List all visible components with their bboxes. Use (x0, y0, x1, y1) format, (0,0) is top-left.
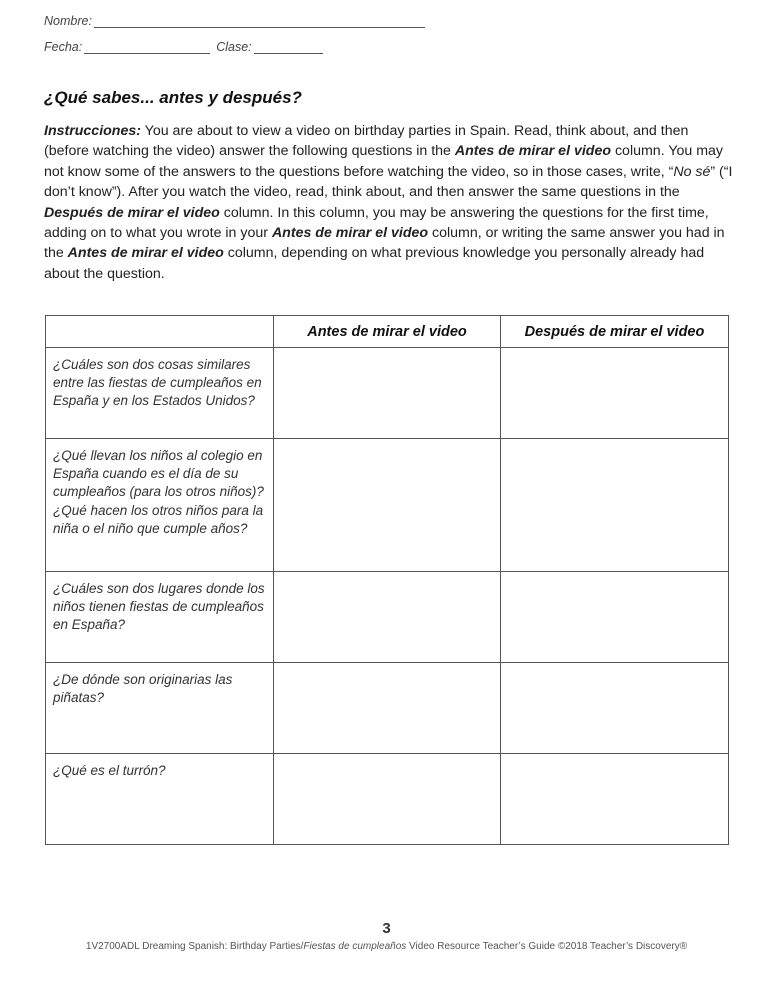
instructions-text-1: You are about to view a video on birthday parties in Spain. Read, think about, and then (before watching the video) answer the following questions in the (44, 123, 689, 160)
answer-before-cell[interactable] (274, 439, 501, 572)
question-cell: ¿Cuáles son dos lugares donde los niños tienen fiestas de cumpleaños en España? (46, 572, 274, 663)
question-table (45, 315, 729, 845)
question-cell: ¿Qué llevan los niños al colegio en España cuando es el día de su cumpleaños (para los otros niños)? ¿Qué hacen los otros niños para la niña o el niño que cumple años? (46, 439, 274, 572)
column-ref-before: Antes de mirar el video (271, 225, 429, 242)
header-before-video: Antes de mirar el video (274, 316, 501, 348)
answer-before-cell[interactable] (274, 572, 501, 663)
instructions-text-5: column, or writing the same answer you had in the (44, 225, 725, 262)
answer-before-cell[interactable] (274, 663, 501, 754)
answer-before-cell[interactable] (274, 754, 501, 845)
name-label: Nombre: (44, 14, 92, 28)
instructions-paragraph (44, 121, 734, 284)
answer-before-cell[interactable] (274, 348, 501, 439)
table-row (46, 663, 729, 754)
table-header-row (46, 316, 729, 348)
table-row (46, 754, 729, 845)
footer-text-italic: Fiestas de cumpleaños (303, 941, 407, 952)
name-field-row (44, 14, 425, 28)
instructions-label: Instrucciones: (44, 123, 141, 139)
section-title: ¿Qué sabes... antes y después? (44, 88, 302, 107)
class-input-line[interactable] (254, 41, 323, 54)
header-after-video: Después de mirar el video (501, 316, 729, 348)
footer-text-3: Video Resource Teacher’s Guide ©2018 Teacher’s Discovery® (406, 941, 688, 952)
no-se-text: No sé (673, 163, 711, 180)
page-number: 3 (382, 920, 391, 937)
column-ref-after: Después de mirar el video (44, 204, 220, 221)
answer-after-cell[interactable] (501, 348, 729, 439)
table-row (46, 439, 729, 572)
footer (0, 941, 773, 952)
footer-text-1: 1V2700ADL Dreaming Spanish: Birthday Parties/ (85, 941, 304, 952)
question-cell: ¿De dónde son originarias las piñatas? (46, 663, 274, 754)
answer-after-cell[interactable] (501, 754, 729, 845)
instructions-text-6: column, depending on what previous knowledge you personally already had about the question. (44, 245, 705, 282)
table-row (46, 572, 729, 663)
answer-after-cell[interactable] (501, 439, 729, 572)
class-label: Clase: (216, 40, 252, 54)
table-row (46, 348, 729, 439)
answer-after-cell[interactable] (501, 663, 729, 754)
instructions-text-4: column. In this column, you may be answering the questions for the first time, adding on to what you wrote in your (44, 204, 709, 242)
answer-after-cell[interactable] (501, 572, 729, 663)
column-ref-before: Antes de mirar el video (454, 143, 612, 160)
name-input-line[interactable] (94, 15, 425, 28)
date-label: Fecha: (44, 40, 83, 54)
question-cell: ¿Cuáles son dos cosas similares entre las fiestas de cumpleaños en España y en los Estados Unidos? (46, 348, 274, 439)
header-question-column (46, 316, 274, 348)
instructions-text-2: column. You may not know some of the answers to the questions before watching the video, so in those cases, write, “ (44, 143, 724, 180)
instructions-text-3: ” (“I don’t know”). After you watch the video, read, think about, and then answer the same questions in the (44, 163, 733, 201)
date-input-line[interactable] (84, 41, 210, 54)
column-ref-before: Antes de mirar el video (67, 245, 224, 262)
question-cell: ¿Qué es el turrón? (46, 754, 274, 845)
date-class-field-row (44, 40, 323, 54)
